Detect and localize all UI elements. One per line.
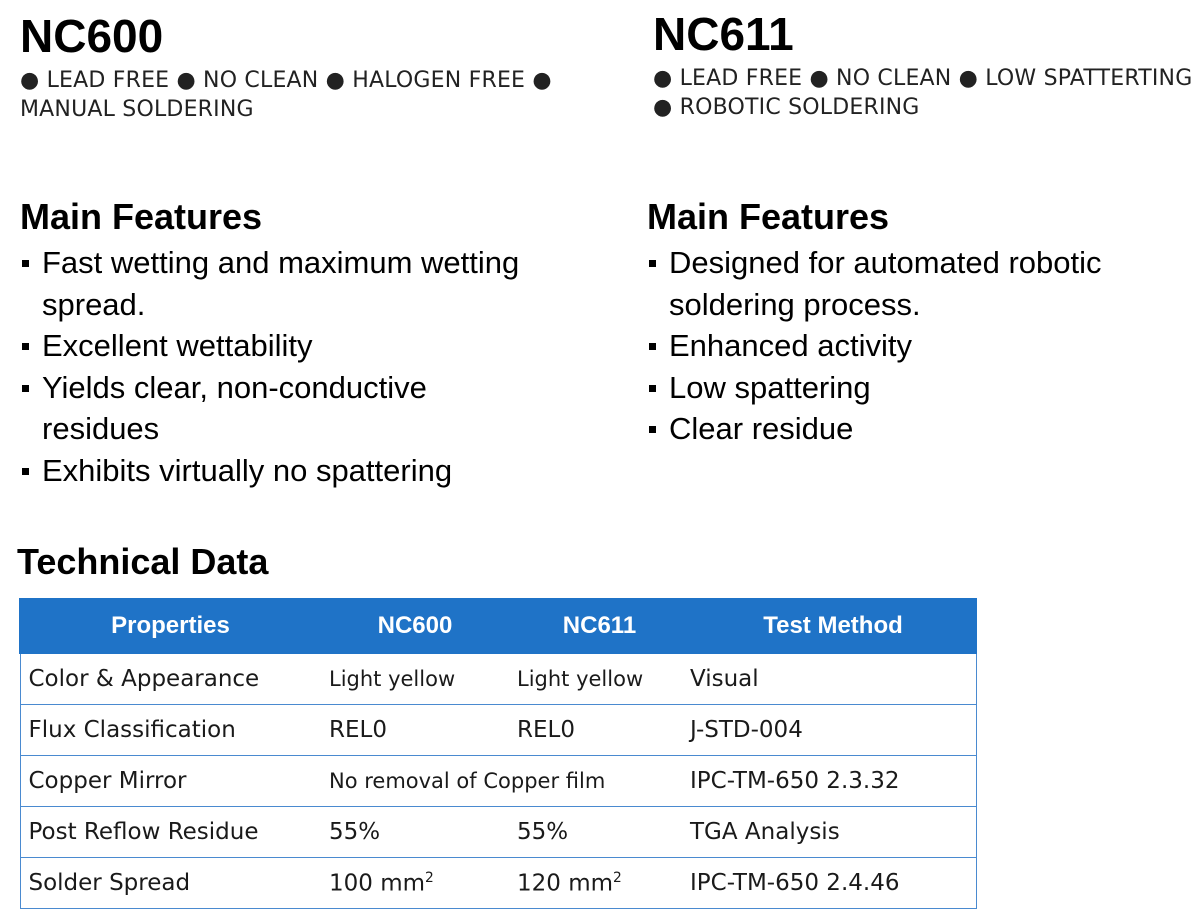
feature-item: Excellent wettability [20, 325, 580, 367]
column-header-properties: Properties [20, 599, 321, 653]
column-header-nc600: NC600 [321, 599, 509, 653]
column-header-nc611: NC611 [509, 599, 690, 653]
cell-method: Visual [690, 653, 976, 705]
product-tags-line [20, 95, 620, 124]
cell-nc600: Light yellow [321, 653, 509, 705]
cell-method: TGA Analysis [690, 807, 976, 858]
cell-property: Copper Mirror [20, 756, 321, 807]
cell-property: Solder Spread [20, 858, 321, 909]
superscript: 2 [425, 869, 434, 886]
cell-nc611: REL0 [509, 705, 690, 756]
technical-data-heading: Technical Data [17, 541, 269, 582]
product-tags [20, 66, 620, 124]
cell-nc600: 55% [321, 807, 509, 858]
features-heading: Main Features [20, 196, 263, 237]
technical-data-table [19, 598, 977, 909]
value-text: 100 mm [329, 870, 426, 897]
product-title: NC611 [653, 8, 794, 60]
cell-method: J-STD-004 [690, 705, 976, 756]
cell-nc611: 55% [509, 807, 690, 858]
feature-item: Clear residue [647, 408, 1167, 450]
cell-nc600 [321, 858, 509, 909]
cell-method: IPC-TM-650 2.3.32 [690, 756, 976, 807]
table-row [20, 705, 976, 756]
features-list [20, 242, 580, 491]
product-tags-line [653, 93, 1198, 122]
product-tags-line [20, 66, 620, 95]
feature-item: Exhibits virtually no spattering [20, 450, 580, 492]
table-row [20, 807, 976, 858]
feature-item: Enhanced activity [647, 325, 1167, 367]
cell-nc611: Light yellow [509, 653, 690, 705]
tags-text: ● LEAD FREE ● NO CLEAN ● HALOGEN FREE ● [20, 68, 552, 93]
product-tags [653, 64, 1198, 122]
cell-combined-value: No removal of Copper film [321, 756, 690, 807]
cell-method: IPC-TM-650 2.4.46 [690, 858, 976, 909]
tags-text: ● ROBOTIC SOLDERING [653, 95, 920, 120]
cell-property: Color & Appearance [20, 653, 321, 705]
column-header-test-method: Test Method [690, 599, 976, 653]
table-header-row [20, 599, 976, 653]
tags-text: ● LEAD FREE ● NO CLEAN ● LOW SPATTERTING [653, 66, 1193, 91]
cell-nc611 [509, 858, 690, 909]
feature-item: Yields clear, non-conductive residues [20, 367, 482, 450]
superscript: 2 [613, 869, 622, 886]
value-text: 120 mm [517, 870, 614, 897]
features-list [647, 242, 1167, 450]
table-row [20, 756, 976, 807]
table-row [20, 653, 976, 705]
cell-property: Flux Classification [20, 705, 321, 756]
cell-property: Post Reflow Residue [20, 807, 321, 858]
feature-item: Designed for automated robotic soldering process. [647, 242, 1167, 325]
table-row [20, 858, 976, 909]
feature-item: Fast wetting and maximum wetting spread. [20, 242, 580, 325]
product-tags-line [653, 64, 1198, 93]
feature-item: Low spattering [647, 367, 1167, 409]
cell-nc600: REL0 [321, 705, 509, 756]
product-title: NC600 [20, 10, 164, 62]
features-heading: Main Features [647, 196, 890, 237]
tags-text: MANUAL SOLDERING [20, 97, 254, 122]
